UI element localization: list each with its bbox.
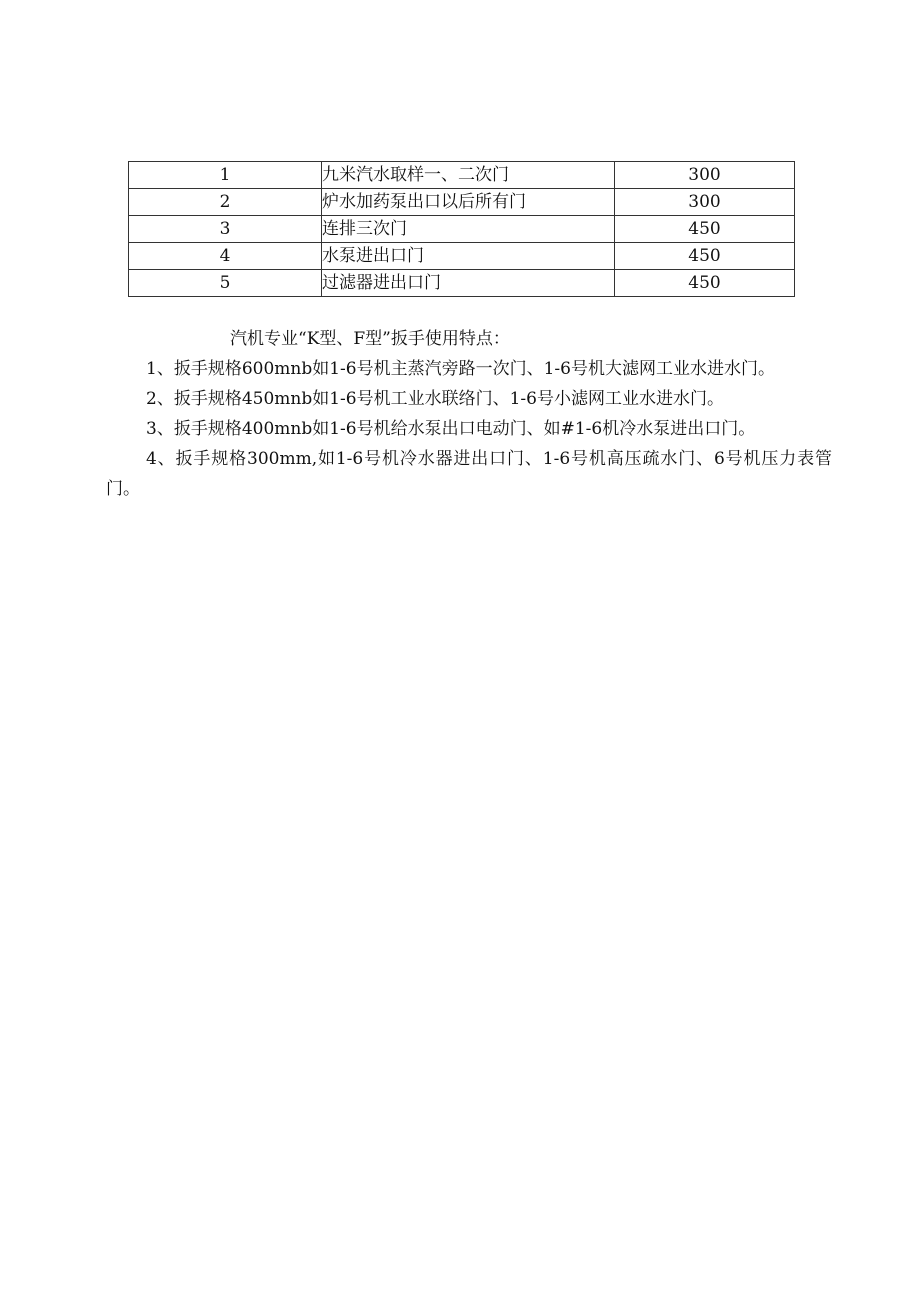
wrench-size: 450 <box>615 243 795 270</box>
wrench-size: 300 <box>615 189 795 216</box>
row-number: 1 <box>129 162 322 189</box>
table-row <box>129 270 795 297</box>
row-number: 3 <box>129 216 322 243</box>
section-heading: 汽机专业“K型、F型”扳手使用特点： <box>230 329 510 349</box>
wrench-size: 450 <box>615 216 795 243</box>
table-row <box>129 216 795 243</box>
valve-name: 炉水加药泵出口以后所有门 <box>322 189 615 216</box>
usage-item: 3、扳手规格400mnb如1-6号机给水泵出口电动门、如#1-6机冷水泵进出口门。 <box>146 419 756 439</box>
usage-item: 1、扳手规格600mnb如1-6号机主蒸汽旁路一次门、1-6号机大滤网工业水进水门。 <box>146 359 775 379</box>
row-number: 2 <box>129 189 322 216</box>
valve-name: 连排三次门 <box>322 216 615 243</box>
table-row <box>129 243 795 270</box>
usage-item: 4、扳手规格300mm,如1-6号机冷水器进出口门、1-6号机高压疏水门、6号机压力表管门。 <box>106 449 832 499</box>
table-row <box>129 189 795 216</box>
row-number: 4 <box>129 243 322 270</box>
usage-section <box>106 324 832 504</box>
table-row <box>129 162 795 189</box>
wrench-size: 450 <box>615 270 795 297</box>
usage-item: 2、扳手规格450mnb如1-6号机工业水联络门、1-6号小滤网工业水进水门。 <box>146 389 724 409</box>
valve-name: 过滤器进出口门 <box>322 270 615 297</box>
valve-name: 九米汽水取样一、二次门 <box>322 162 615 189</box>
wrench-spec-table <box>128 161 795 297</box>
valve-name: 水泵进出口门 <box>322 243 615 270</box>
wrench-size: 300 <box>615 162 795 189</box>
row-number: 5 <box>129 270 322 297</box>
